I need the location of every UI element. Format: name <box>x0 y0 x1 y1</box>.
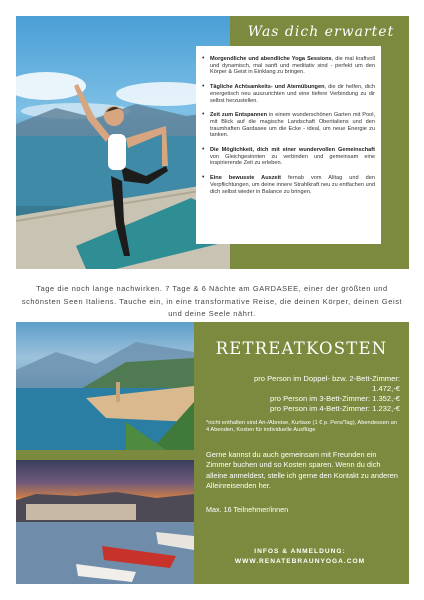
lake-town-illustration <box>16 322 194 450</box>
price-double: 1.472,-€ <box>372 384 400 393</box>
price-line-quad: pro Person im 4-Bett-Zimmer: 1.232,-€ <box>270 404 400 413</box>
list-item: • Eine bewusste Auszeit fernab vom Alltag und den Verpflichtungen, um deine innere Strahlkraft neu zu entfachen und dich selbst wieder in Balance zu bringen. <box>210 175 375 195</box>
intro-paragraph: Tage die noch lange nachwirken. 7 Tage & 6 Nächte am GARDASEE, einer der größten und schönsten Seen Italiens. Tauche ein, in eine transformative Reise, die deinen Körper, deinen Geist und deine Seele nährt. <box>21 284 403 318</box>
list-item: • Morgendliche und abendliche Yoga Sessions, die mal kraftvoll und dynamisch, mal sanft und meditativ sind - perfekt um den Körper & Geist in Einklang zu bringen. <box>210 56 375 76</box>
highlights-card <box>196 46 381 244</box>
lake-town-photo <box>16 322 194 450</box>
harbor-illustration <box>16 460 194 584</box>
price-line-triple: pro Person im 3-Bett-Zimmer: 1.352,-€ <box>270 394 400 403</box>
contact-label: INFOS & ANMELDUNG: <box>254 548 346 555</box>
highlights-list <box>196 56 381 195</box>
list-item: • Zeit zum Entspannen in einem wunderschönen Garten mit Pool, mit Blick auf die magische Landschaft Oberitaliens und den traumhaften Gardasee um die Ecke - ideal, um neue Energie zu tanken. <box>210 112 375 139</box>
price-line-double: pro Person im Doppel- bzw. 2-Bett-Zimmer: <box>253 374 400 383</box>
section-script-title: Was dich erwartet <box>247 24 395 40</box>
max-participants: Max. 16 Teilnehmer/innen <box>206 505 289 514</box>
costs-title: RETREATKOSTEN <box>215 339 388 358</box>
list-item: • Tägliche Achtsamkeits- und Atemübungen, die dir helfen, dich energetisch neu auszurichten und eine tiefere Verbindung zu dir selbst herzustellen. <box>210 84 375 104</box>
price-footnote: *nicht enthalten sind An-/Abreise, Kurtaxe (1 € p. Pers/Tag), Abendessen an 4 Abenden, Kosten für individuelle Ausflüge <box>206 420 397 434</box>
harbor-sunset-photo <box>16 460 194 584</box>
booking-paragraph: Gerne kannst du auch gemeinsam mit Freunden ein Zimmer buchen und so Kosten sparen. Wenn du dich alleine anmeldest, stelle ich gerne den Kontakt zu anderen Alleinreisenden her. <box>206 450 398 490</box>
list-item: • Die Möglichkeit, dich mit einer wundervollen Gemeinschaft von Gleichgesinnten zu verbinden und gemeinsam eine inspirierende Zeit zu erleben. <box>210 147 375 167</box>
website-link[interactable]: WWW.RENATEBRAUNYOGA.COM <box>234 558 366 565</box>
